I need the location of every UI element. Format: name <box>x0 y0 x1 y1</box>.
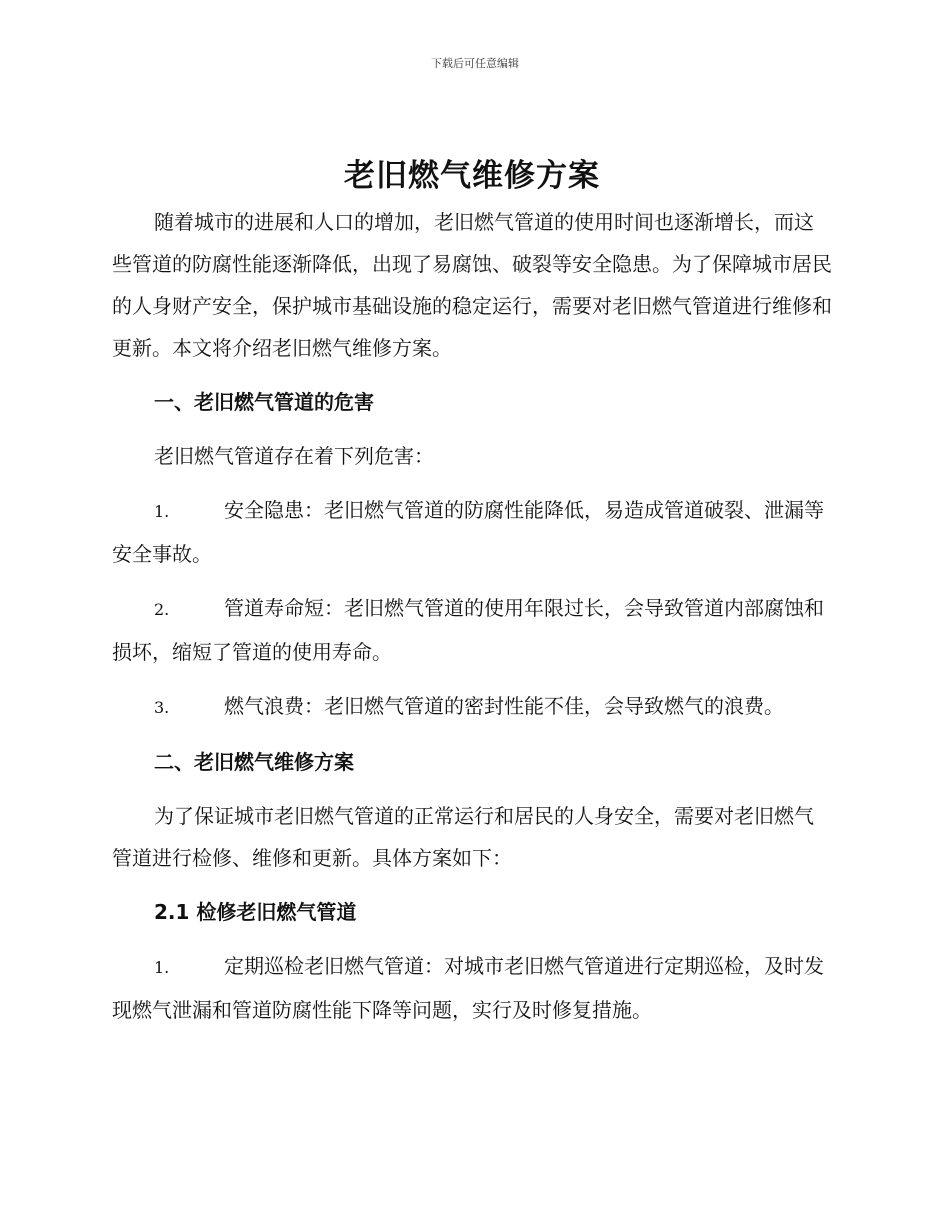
list-item <box>112 685 832 729</box>
header-note: 下载后可任意编辑 <box>431 57 519 70</box>
list-item <box>112 489 832 575</box>
section-1-heading: 一、老旧燃气管道的危害 <box>154 390 374 414</box>
list-item-number: 1. <box>154 958 170 977</box>
list-item <box>112 945 832 1031</box>
list-item-number: 1. <box>154 502 170 521</box>
intro-paragraph: 随着城市的进展和人口的增加，老旧燃气管道的使用时间也逐渐增长，而这些管道的防腐性能逐渐降低，出现了易腐蚀、破裂等安全隐患。为了保障城市居民的人身财产安全，保护城市基础设施的稳定运行，需要对老旧燃气管道进行维修和更新。本文将介绍老旧燃气维修方案。 <box>112 210 832 360</box>
list-item-number: 2. <box>154 600 170 619</box>
section-2-heading: 二、老旧燃气维修方案 <box>154 750 354 774</box>
subsection-2-1-heading: 2.1 检修老旧燃气管道 <box>154 900 357 924</box>
list-item-text: 定期巡检老旧燃气管道：对城市老旧燃气管道进行定期巡检，及时发现燃气泄漏和管道防腐性能下降等问题，实行及时修复措施。 <box>112 954 824 1022</box>
list-item-text: 安全隐患：老旧燃气管道的防腐性能降低，易造成管道破裂、泄漏等安全事故。 <box>112 498 824 566</box>
document-title: 老旧燃气维修方案 <box>344 158 600 194</box>
list-item <box>112 587 832 673</box>
section-2-lead: 为了保证城市老旧燃气管道的正常运行和居民的人身安全，需要对老旧燃气管道进行检修、维修和更新。具体方案如下： <box>112 804 814 870</box>
section-1-lead: 老旧燃气管道存在着下列危害： <box>154 444 434 468</box>
list-item-text: 燃气浪费：老旧燃气管道的密封性能不佳，会导致燃气的浪费。 <box>224 694 784 718</box>
list-item-number: 3. <box>154 698 170 717</box>
list-item-text: 管道寿命短：老旧燃气管道的使用年限过长，会导致管道内部腐蚀和损坏，缩短了管道的使用寿命。 <box>112 596 824 664</box>
document-body <box>112 150 832 1031</box>
